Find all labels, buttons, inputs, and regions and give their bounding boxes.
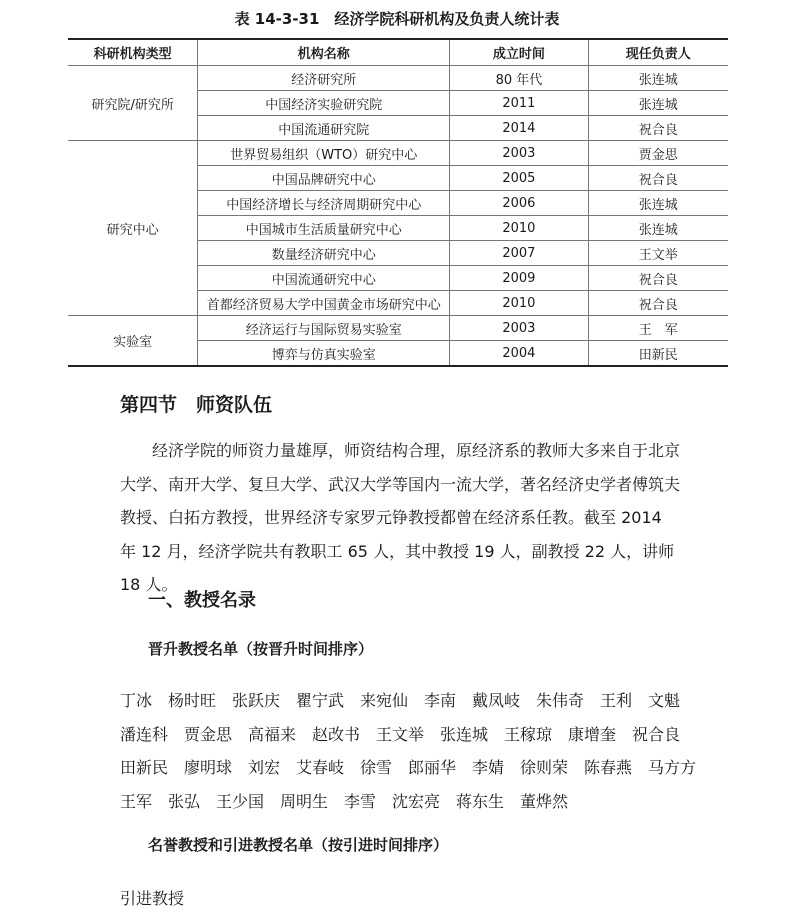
leader-cell: 祝合良 [588, 166, 728, 191]
header-name: 机构名称 [198, 39, 450, 66]
header-type: 科研机构类型 [68, 39, 198, 66]
founded-cell: 2007 [450, 241, 588, 266]
table-header-row [68, 39, 728, 66]
founded-cell: 2010 [450, 291, 588, 316]
institution-name-cell: 中国经济实验研究院 [198, 91, 450, 116]
founded-cell: 2005 [450, 166, 588, 191]
leader-cell: 张连城 [588, 216, 728, 241]
founded-cell: 2003 [450, 141, 588, 166]
leader-cell: 张连城 [588, 191, 728, 216]
promoted-professors-list: 丁冰 杨时旺 张跃庆 瞿宁武 来宛仙 李南 戴凤岐 朱伟奇 王利 文魁 潘连科 贾金思 高福来 赵改书 王文举 张连城 王稼琼 康增奎 祝合良 田新民 廖明球 刘宏 艾春岐 徐雪 郎丽华 李婧 徐则荣 陈春燕 马方方 王军 张弘 王少国 周明生 李雪 沈宏亮 蒋东生 董烨然 [120, 691, 713, 811]
institution-name-cell: 数量经济研究中心 [198, 241, 450, 266]
section-title: 第四节 师资队伍 [120, 394, 273, 416]
institution-type-cell: 研究院/研究所 [68, 66, 198, 141]
subsection-title: 一、教授名录 [148, 590, 256, 611]
founded-cell: 2009 [450, 266, 588, 291]
institution-name-cell: 博弈与仿真实验室 [198, 341, 450, 367]
institution-name-cell: 首都经济贸易大学中国黄金市场研究中心 [198, 291, 450, 316]
institution-name-cell: 中国流通研究中心 [198, 266, 450, 291]
founded-cell: 80 年代 [450, 66, 588, 91]
founded-cell: 2010 [450, 216, 588, 241]
leader-cell: 张连城 [588, 66, 728, 91]
leader-cell: 祝合良 [588, 266, 728, 291]
leader-cell: 祝合良 [588, 291, 728, 316]
institution-name-cell: 经济运行与国际贸易实验室 [198, 316, 450, 341]
founded-cell: 2006 [450, 191, 588, 216]
institution-name-cell: 中国城市生活质量研究中心 [198, 216, 450, 241]
honorary-professors-heading: 名誉教授和引进教授名单（按引进时间排序） [148, 836, 449, 854]
leader-cell: 祝合良 [588, 116, 728, 141]
introduced-professors-label: 引进教授 [120, 889, 185, 908]
founded-cell: 2014 [450, 116, 588, 141]
header-leader: 现任负责人 [588, 39, 728, 66]
table-row [68, 141, 728, 166]
promoted-professors-heading: 晋升教授名单（按晋升时间排序） [148, 640, 374, 658]
institution-type-cell: 实验室 [68, 316, 198, 367]
leader-cell: 王文举 [588, 241, 728, 266]
table-row [68, 316, 728, 341]
institution-name-cell: 中国品牌研究中心 [198, 166, 450, 191]
founded-cell: 2004 [450, 341, 588, 367]
founded-cell: 2011 [450, 91, 588, 116]
leader-cell: 王 军 [588, 316, 728, 341]
leader-cell: 贾金思 [588, 141, 728, 166]
institution-name-cell: 中国经济增长与经济周期研究中心 [198, 191, 450, 216]
table-title: 表 14-3-31 经济学院科研机构及负责人统计表 [234, 10, 560, 28]
institution-name-cell: 世界贸易组织（WTO）研究中心 [198, 141, 450, 166]
founded-cell: 2003 [450, 316, 588, 341]
institution-type-cell: 研究中心 [68, 141, 198, 316]
research-institutions-table [68, 38, 728, 367]
institution-name-cell: 经济研究所 [198, 66, 450, 91]
header-founded: 成立时间 [450, 39, 588, 66]
leader-cell: 田新民 [588, 341, 728, 367]
institution-name-cell: 中国流通研究院 [198, 116, 450, 141]
leader-cell: 张连城 [588, 91, 728, 116]
faculty-paragraph: 经济学院的师资力量雄厚，师资结构合理，原经济系的教师大多来自于北京大学、南开大学、复旦大学、武汉大学等国内一流大学，著名经济史学者傅筑夫教授、白拓方教授，世界经济专家罗元铮教授都曾在经济系任教。截至 2014 年 12 月，经济学院共有教职工 65 人，其中教授 19 人，副教授 22 人，讲师 18 人。 [120, 441, 681, 594]
table-row [68, 66, 728, 91]
